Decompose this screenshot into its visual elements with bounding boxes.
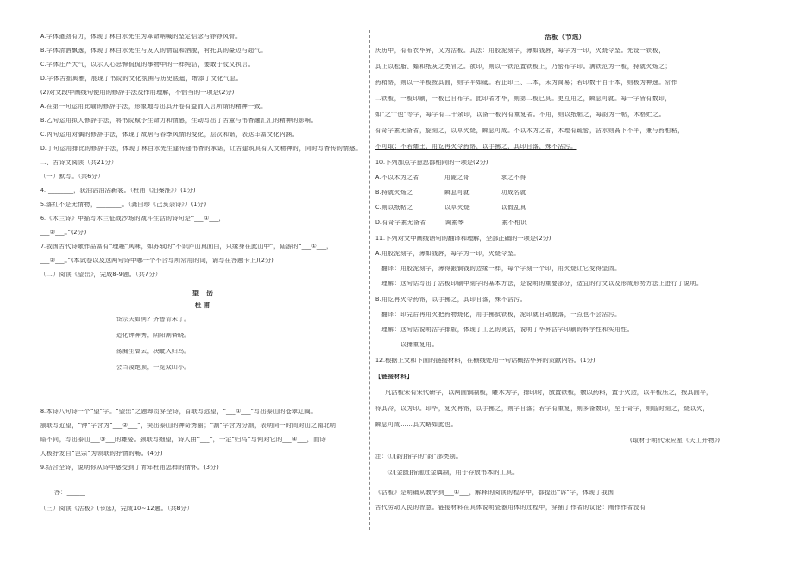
q10-option-d: D.有奇字素无备者 调素琴 素不相识: [375, 220, 527, 226]
link-text-line: 待其冷，以为印。印毕，复火再镕，以手拂之，则字自落；若字有重复，则多备数印，至于奇字，则临时刻之，烧以火，: [375, 406, 709, 412]
q2-option-d: D.丁句运用排比的修辞手法，体现了林白水先生建传递书香的承诺，让古建筑具有人文精神的，同时写香传的情感。: [40, 146, 362, 152]
question-5: 5.落红不是无情物，________。（龚自珍《己亥杂诗》）(1分): [40, 202, 207, 208]
passage-line: 庆历中，有布衣毕昇，又为活板。其法：用胶泥刻字，薄如钱唇，每字为一印，火烧令坚。先设一铁板，: [375, 48, 665, 54]
passage-line: 药稍镕，则以一平板按其面，则字平如砥。若止印三、二本，未为简易；若印数十百千本，则极为神速。常作: [375, 80, 678, 86]
poem-line: 荡胸生曾云，决眦入归鸟。: [116, 349, 191, 355]
passage-line: 有奇字素无备者，旋刻之，以草火烧，瞬息可成。不以木为之者，木理有疏密，沾水则高下不平，兼与药相粘，: [375, 128, 684, 134]
option-d-line: D.字体古拙典雅，展现了书院的文化氛围与历史底蕴，增添了文化气息。: [40, 76, 243, 82]
question-12: 12.根据上文和下面的链接材料，在横线处用一句话概括毕昇的贡献内容。(1分): [375, 358, 596, 364]
q2-option-a: A.在第一句运用比喻的修辞手法，形象地写出其开卷有益而人言所谓的精神一致。: [40, 104, 267, 110]
question-8: 8.本诗八句诗一个“望”字。“望岳”之题却贯穿全诗，首联写远望，“___①___”写出泰山的苍翠辽阔。: [40, 409, 317, 415]
question-9: 9.结合全诗，说明你从诗中感受到了青年杜甫怎样的情怀。(3分): [40, 465, 219, 471]
question-7: 7.我国古代诗歌作品富有“理趣”风味，如苏轼的“不识庐山真面目，只缘身在此山中”，陆游的“___①___，: [40, 244, 333, 250]
question-6: 6.《木兰诗》中描写木兰征战沙场的战斗生活的诗句是“___①___，: [40, 216, 225, 222]
subsection-huoban-heading: （三）阅读《活板》(节选)，完成10~12题。（共8分）: [40, 506, 194, 512]
answer-line: 答：______: [54, 490, 86, 496]
q2-option-c: C.丙句运用对偶的修辞手法，体现了故居与春季风情的变化，层次和谐，表达丰富文化内涵。: [40, 132, 299, 138]
option-b-line: B.字体清洒飘逸，体现了林白水先生与友人的情谊和洒脱，衬托其的豪迈与超气。: [40, 48, 267, 54]
question-8-cont: 暗不同，写出泰山___③___的雄姿。颈联写细望，诗人由“___”，一定“归鸟”写何对它的___④___，而诗: [40, 437, 326, 443]
question-10: 10.下列加点字意思都相同的一项是(2分): [375, 160, 489, 166]
section-heading: 二、古诗文阅读（共21分）: [40, 160, 118, 166]
column-divider: [369, 30, 370, 530]
source-citation: (取材于明代宋应星《天工开物》): [630, 438, 720, 444]
passage-line: 二铁板，一板印刷，一板已自布字。此印者才毕，则第二板已具。更互用之，瞬息可就。每一字皆有数印，: [375, 96, 671, 102]
q10-option-b: B.持就火炀之 瞬息可就 功成名就: [375, 190, 527, 196]
passage-line-underlined: 不可取；不若燔土，用讫再火令药镕，以手拂之，其印自落，殊不沾污。: [375, 144, 577, 150]
poem-line: 造化钟神秀，阴阳割昏晓。: [116, 333, 191, 339]
passage-title: 活板（节选）: [544, 34, 586, 41]
link-text-line: 瞬息可成……其大略如此也。: [375, 422, 457, 428]
passage-line: 如“之”“也”等字，每字有二十余印，以备一板内有重复者。不用，则以纸帖之，每韵为一帖，木格贮之。: [375, 112, 665, 118]
note-line: ②[金匮]指通过金属制，用于存放书本的工具。: [375, 470, 519, 476]
question-11: 11.下列对文中画线语句的翻译和理解，全部正确的一项是(2分): [375, 236, 552, 242]
question-2-stem: (2)对文段中画线句使用的修辞手法及作用理解，不恰当的一项是(2分): [40, 90, 235, 96]
option-c-line: C.字体庄严大气，以示人心忌惮侃侃的事物中的一样纯洁，要敢于仗义执言。: [40, 62, 255, 68]
closing-line: 古代劳动人民的智慧。链接材料在具体说明瓷器用体的过程中，穿插了作者的议论：阐作作者没有: [375, 505, 646, 511]
link-material-heading: 【链接材料】: [375, 374, 413, 380]
q11-translation: 翻译：用胶泥刻字，薄得跟铜钱的边缘一样，每个字刻一个印，用火烧让它变得坚固。: [375, 266, 621, 272]
option-a-line: A.字体遒劲有力，体现了林白水先生为革命呐喊的坚定信念与铮铮风骨。: [40, 34, 242, 40]
question-8-cont: 颔联写近望，“钟”字含为“___②___”，突出泰山的神奇秀丽；“割”字含为分割，表明同一时间对山之南北明: [40, 423, 336, 429]
question-4: 4. ________，获泪沾泪沾新裳。（杜甫《泊秦淮》）(1分): [40, 188, 196, 194]
question-8-cont: 人极抒发目“岂宗”为领联的抒情的畅。(4分): [40, 451, 163, 457]
q11-option-a: A.用胶泥刻字，薄如钱唇，每字为一印，火烧令坚。: [375, 251, 520, 257]
link-text-line: 凡活板宋有宋代研字，以两面铜制板，雕木为字，排印时，放置铁板，敷以药料，置于火边，以平板压之，按其面平，: [385, 390, 713, 396]
question-7-cont: ___②___。”(本试卷以及这两句诗中哪一个不合写所常用的词，请写在答题卡上)(2分): [40, 258, 274, 264]
poem-title: 望 岳: [192, 290, 213, 297]
q11-translation: 翻译：印完后再用火把药物烧化，用手拂拭铁板，泥印就自动脱落，一点也不会沾污。: [375, 312, 621, 318]
passage-line: 其上以松脂、蜡和纸灰之类冒之。欲印，则以一铁范置铁板上，乃密布字印。满铁范为一板，持就火炀之；: [375, 64, 671, 70]
q11-option-b: B.用讫再火令药镕，以手拂之，其印自落，殊不沾污。: [375, 297, 527, 303]
q11-understanding: 理解：这句话说明活字排版，体现了工艺的灵活，说明了毕昇活字印刷的科学性和实用性。: [375, 327, 634, 333]
poem-line: 会当凌绝顶，一览众山小。: [116, 365, 191, 371]
closing-line: 《活板》是明确从教学到___①___，解释的阅读的程序中，都提出“诉”字，体现了我国: [375, 490, 614, 496]
poem-line: 岱宗夫如何？齐鲁青未了。: [116, 317, 191, 323]
q10-option-c: C.则以纸帖之 以草火烧 以假乱真: [375, 205, 527, 211]
note-line: 注：①[韵]指字的“韵”部类别。: [375, 454, 462, 460]
q2-option-b: B.乙句运用拟人修辞手法，将书院赋予生命力和情感，生动写出了古童与书香融汇汇的精神的影响。: [40, 118, 318, 124]
poem-author: 杜 甫: [194, 302, 211, 309]
q11-understanding: 理解：这句话写出了活板印刷中刻字的基本方法，是说明的重要部分，适宜的行文以及形成形势方法上进行了说明。: [375, 281, 703, 287]
subsection-heading: （一）默写。（共6分）: [40, 174, 104, 180]
question-6-cont: ___②___。”(2分): [40, 230, 87, 236]
q10-option-a: A.不以木为之者 用陇之哥 求之不得: [375, 175, 527, 181]
subsection-poem-heading: （二）阅读《望岳》，完成8-9题。（共7分）: [40, 272, 162, 278]
q11-understanding-cont: 以捶重复用。: [375, 342, 438, 348]
